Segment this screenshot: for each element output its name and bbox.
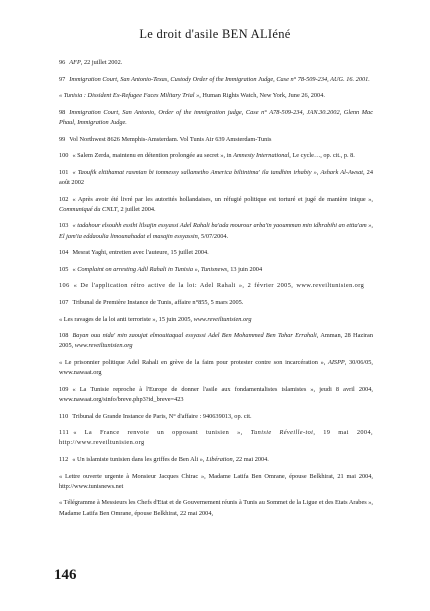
footnote-number: 111: [59, 429, 70, 437]
footnote-text: , 22 mai 2004.: [232, 455, 269, 463]
footnote: [59, 428, 373, 448]
footnote: [59, 455, 373, 465]
footnote: [59, 248, 373, 258]
footnote-text: , 24 août 2002: [59, 168, 373, 186]
footnote: [59, 221, 373, 241]
footnote-number: 107: [59, 298, 69, 306]
footnote-italic-text: Amnesty International: [233, 152, 290, 160]
footnote-number: 96: [59, 59, 66, 66]
footnote-text: , Human Rights Watch, New York, June 26, 2004.: [199, 92, 325, 100]
footnote: [59, 75, 373, 85]
footnote-number: 103: [59, 222, 69, 230]
footnote-text: « Le prisonnier politique Adel Rahali en grève de la faim pour protester contre son incarcération »,: [59, 358, 328, 366]
footnote-text: ,: [316, 168, 321, 176]
footnote: [59, 195, 373, 215]
footnote-italic-text: www.reveiltunisien.org: [74, 342, 133, 350]
footnote: [59, 168, 373, 188]
footnote: [59, 385, 373, 405]
footnote-italic-text: Ashark Al-Awsat: [320, 168, 364, 176]
footnote-text: Mesrat Yaghi, entretien avec l'auteure, 15 juillet 2004.: [72, 249, 209, 257]
footnote: [59, 151, 373, 161]
footnote-text: « La Tunisie reproche à l'Europe de donner l'asile aux fondamentalistes islamistes », jeudi 8 avril 2004, www.nawaat.org/sinfo/breve.php3?id_breve=423: [59, 385, 373, 403]
footnote-text: Tribunal de Première Instance de Tunis, affaire n°855, 5 mars 2005.: [72, 298, 244, 306]
footnote-text: «: [72, 265, 78, 273]
footnote-italic-text: Bayan ouu nida' min zaoujat elmouitaqual essyassi Adel Ben Mohammed Ben Tahar Errahali: [72, 332, 317, 340]
footnote: [59, 358, 373, 378]
footnote-text: Vol Northwest 8626 Memphis-Amsterdam. Vol Tunis Air 639 Amsterdam-Tunis: [69, 135, 272, 143]
footnote-number: 109: [59, 385, 69, 393]
footnote-text: « Lettre ouverte urgente à Monsieur Jacques Chirac », Madame Latifa Ben Omrane, épouse Belkhirat, 21 mai 2004, http://www.tunisnews.net: [59, 472, 373, 490]
footnote-text: , Le cycle…, op. cit., p. 8.: [289, 152, 355, 160]
footnote-number: 102: [59, 195, 69, 203]
footnote-number: 100: [59, 152, 69, 160]
footnote-italic-text: AISPP: [327, 358, 345, 366]
footnote: [59, 472, 373, 492]
footnote-italic-text: Tunisie Réveille-toi: [250, 429, 314, 437]
footnote-number: 104: [59, 249, 69, 257]
footnote: [59, 91, 373, 101]
footnote-italic-text: « Tunisia : Dissident Ex-Refugee Faces Military Trial »: [59, 92, 200, 100]
footnote-italic-text: « Taoufik eltithamat rasmian bi tonmessy sallametho America biltintima' ila tandhim irhabiy »: [72, 168, 317, 176]
footnote: [59, 265, 373, 275]
footnote-italic-text: Immigration Court, San Antonio-Texas, Custody Order of the Immigration Judge, Case n° 78-509-234, AUG. 16. 2001.: [69, 75, 370, 83]
footnote: [59, 412, 373, 422]
footnote-text: « Après avoir été livré par les autorités hollandaises, un réfugié politique est torturé et jugé de manière inique »,: [72, 195, 373, 203]
footnote-text: , Amman, 28 Haziran 2005,: [59, 332, 373, 350]
footnote-italic-text: « tadahour elsouhh essihi lilsajin essyassi Adel Rahali ba'ada mourour arba'in yaoumman min idhrabihi an ettta'am », El jam'ia eddaoulia limounahadat el masajin essyassin: [59, 222, 373, 240]
footnote: [59, 135, 373, 145]
footnote: [59, 108, 373, 128]
footnote-text: , 19 mai 2004, http://www.reveiltunisien.org: [59, 429, 373, 447]
footnote-italic-text: www.reveiltunisien.org: [193, 315, 252, 323]
footnote-text: Tribunal de Grande Instance de Paris, N° d'affaire : 940639013, op. cit.: [72, 412, 252, 420]
footnote-text: , 2 juillet 2004.: [117, 205, 156, 213]
footnote-text: « Les ravages de la loi anti terroriste », 15 juin 2005,: [59, 315, 194, 323]
running-header: Le droit d'asile BEN ALIéné: [139, 27, 291, 41]
page-number: 146: [54, 567, 77, 583]
footnote-number: 99: [59, 135, 66, 143]
footnote-italic-text: AFP: [69, 59, 81, 66]
footnote-text: « La France renvoie un opposant tunisien »,: [73, 429, 251, 437]
footnote-italic-text: Immigration Court, San Antonio, Order of the immigration judge, Case n° A78-509-234, JAN.30.2002, Glenn Mac Phaul, Immigration Judge.: [59, 108, 373, 126]
footnote-number: 112: [59, 455, 69, 463]
footnote-number: 97: [59, 75, 66, 83]
footnote: [59, 331, 373, 351]
footnote-text: , 30/06/05, www.nawaat.org: [59, 358, 373, 377]
footnote-number: 101: [59, 168, 69, 176]
footnote-number: 98: [59, 108, 66, 116]
footnote-number: 105: [59, 265, 69, 273]
footnotes-list: [59, 58, 373, 525]
footnote-italic-text: Communiqué du CNLT: [59, 205, 118, 213]
footnote: [59, 58, 373, 68]
footnote-text: , 22 juillet 2002.: [80, 59, 123, 66]
footnote: [59, 281, 373, 291]
footnote-text: , 13 juin 2004: [227, 265, 263, 273]
footnote-text: « Salem Zerda, maintenu en détention prolongée au secret », in: [72, 152, 234, 160]
footnote-number: 110: [59, 412, 69, 420]
footnote-text: , 5/07/2004.: [197, 232, 229, 240]
footnote-text: « Un islamiste tunisien dans les griffes de Ben Ali »,: [72, 455, 207, 463]
footnote-italic-text: Tunisnews: [200, 265, 228, 273]
footnote-text: »,: [193, 265, 201, 273]
footnote-number: 106: [59, 282, 70, 290]
footnote: [59, 315, 373, 325]
footnote: [59, 498, 373, 518]
footnote-number: 108: [59, 332, 69, 340]
footnote-italic-text: Libération: [206, 455, 233, 463]
footnote-italic-text: Complaint on arresting Adil Rahali in Tunisia: [77, 265, 193, 273]
footnote: [59, 298, 373, 308]
footnote-text: « De l'application rétro active de la loi: Adel Rahali », 2 février 2005, www.reveiltunisien.org: [73, 282, 365, 290]
footnote-text: « Télégramme à Messieurs les Chefs d'Etat et de Gouvernement réunis à Tunis au Sommet de la Ligue et des Etats Arabes », Madame Latifa Ben Omrane, épouse Belkhirat, 22 mai 2004,: [59, 499, 373, 517]
